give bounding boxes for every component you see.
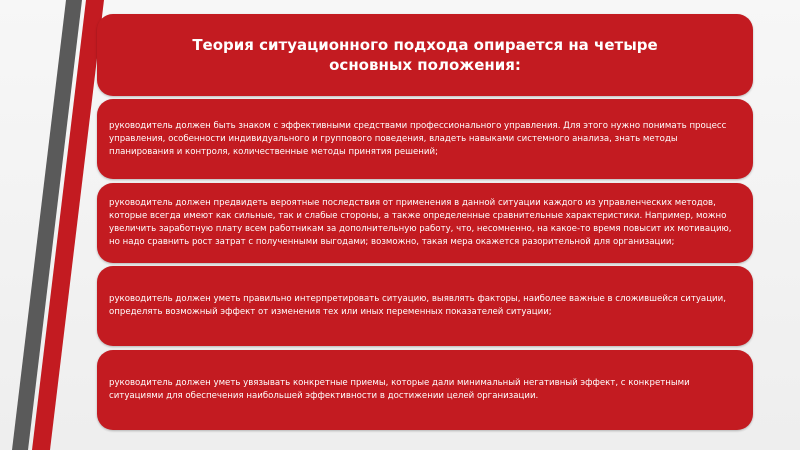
point-text-1: руководитель должен быть знаком с эффективными средствами профессионального управления. Для этого нужно понимать процесс управления, особенности индивидуального и группового поведения, владеть навыками системного анализа, знать методы планирования и контроля, количественные методы принятия решений; [109,120,727,157]
point-text-3: руководитель должен уметь правильно интерпретировать ситуацию, выявлять факторы, наиболее важные в сложившейся ситуации, определять возможный эффект от изменения тех или иных переменных показателей ситуации; [109,294,726,317]
title-box [97,14,753,96]
point-box-1 [97,99,753,179]
point-text-4: руководитель должен уметь увязывать конкретные приемы, которые дали минимальный негативный эффект, с конкретными ситуациями для обеспечения наибольшей эффективности в достижении целей организации. [109,378,690,401]
point-box-2 [97,183,753,263]
point-text-2: руководитель должен предвидеть вероятные последствия от применения в данной ситуации каждого из управленческих методов, которые всегда имеют как сильные, так и слабые стороны, а также определенные сравнительные характеристики. Например, можно увеличить заработную плату всем работникам за дополнительную работу, что, несомненно, на какое-то время повысит их мотивацию, но надо сравнить рост затрат с полученными выгодами; возможно, такая мера окажется разорительной для организации; [109,198,732,247]
point-box-4 [97,350,753,430]
slide-title: Теория ситуационного подхода опирается на четыре основных положения: [192,36,658,74]
point-box-3 [97,266,753,346]
